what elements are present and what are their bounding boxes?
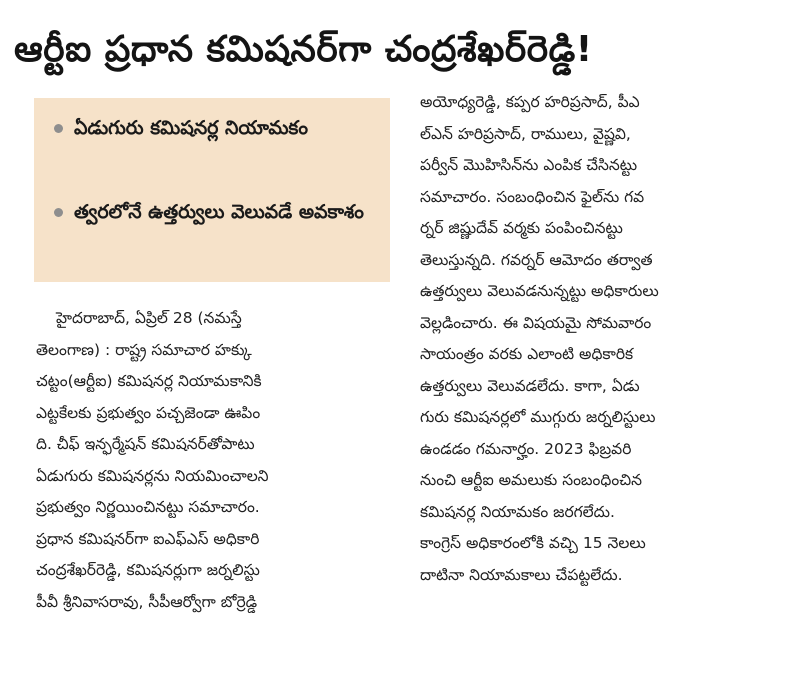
highlight-item [54,196,384,229]
bullet-icon [54,208,63,217]
body-line: నుంచి ఆర్టీఐ అమలుకు సంబంధించిన [420,471,642,489]
body-line: చట్టం(ఆర్టీఐ) కమిషనర్ల నియామకానికి [36,372,262,390]
body-line: దాటినా నియామకాలు చేపట్టలేదు. [420,565,623,584]
body-line: పర్వీన్‌ మొహిసిన్‌ను ఎంపిక చేసినట్టు [420,156,638,174]
article-right-column [420,87,790,591]
body-line: సమాచారం. సంబంధించిన ఫైల్‌ను గవ [420,187,645,206]
body-line: హైదరాబాద్‌, ఏప్రిల్‌ 28 (నమస్తే [56,309,242,327]
highlights-box [34,98,390,282]
body-line: ఉత్తర్వులు వెలువడనున్నట్టు అధికారులు [420,282,659,300]
body-line: గురు కమిషనర్లలో ముగ్గురు జర్నలిస్టులు [420,408,656,426]
body-line: ది. చీఫ్‌ ఇన్ఫర్మేషన్‌ కమిషనర్‌తోపాటు [36,435,255,453]
article-left-column [36,303,396,618]
body-line: తెలుస్తున్నది. గవర్నర్‌ ఆమోదం తర్వాత [420,250,653,269]
body-line: ఉండడం గమనార్హం. 2023 ఫిబ్రవరి [420,439,632,458]
body-line: ప్రధాన కమిషనర్‌గా ఐఎఫ్‌ఎస్‌ అధికారి [36,529,260,548]
body-line: కాంగ్రెస్‌ అధికారంలోకి వచ్చి 15 నెలలు [420,534,646,552]
body-line: ఏడుగురు కమిషనర్లను నియమించాలని [36,466,269,485]
body-line: వెల్లడించారు. ఈ విషయమై సోమవారం [420,313,652,332]
body-line: కమిషనర్ల నియామకం జరగలేదు. [420,502,615,521]
body-line: అయోధ్యరెడ్డి, కప్పర హరిప్రసాద్‌, పీఎ [420,93,640,111]
body-line: ఎట్టకేలకు ప్రభుత్వం పచ్చజెండా ఊపిం [36,403,261,422]
body-line: చంద్రశేఖర్‌రెడ్డి, కమిషనర్లుగా జర్నలిస్టు [36,561,260,579]
highlight-text: త్వరలోనే ఉత్తర్వులు వెలువడే అవకాశం [74,201,364,223]
highlight-text: ఏడుగురు కమిషనర్ల నియామకం [74,117,308,139]
body-line: తెలంగాణ) : రాష్ట్ర సమాచార హక్కు [36,340,252,359]
bullet-icon [54,124,63,133]
body-line: ఉత్తర్వులు వెలువడలేదు. కాగా, ఏడు [420,376,640,395]
highlight-item [54,112,384,145]
body-line: సాయంత్రం వరకు ఎలాంటి అధికారిక [420,345,634,363]
headline: ఆర్టీఐ ప్రధాన కమిషనర్‌గా చంద్రశేఖర్‌రెడ్డి! [14,29,593,70]
body-line: ల్‌ఎన్‌ హరిప్రసాద్‌, రాములు, వైష్ణవి, [420,124,631,143]
body-line: ప్రభుత్వం నిర్ణయించినట్టు సమాచారం. [36,498,260,516]
body-line: పీవీ శ్రీనివాసరావు, సీపీఆర్వోగా బోర్రెడ్డి [36,592,258,611]
body-line: ర్నర్‌ జిష్ణుదేవ్‌ వర్మకు పంపించినట్టు [420,219,623,237]
